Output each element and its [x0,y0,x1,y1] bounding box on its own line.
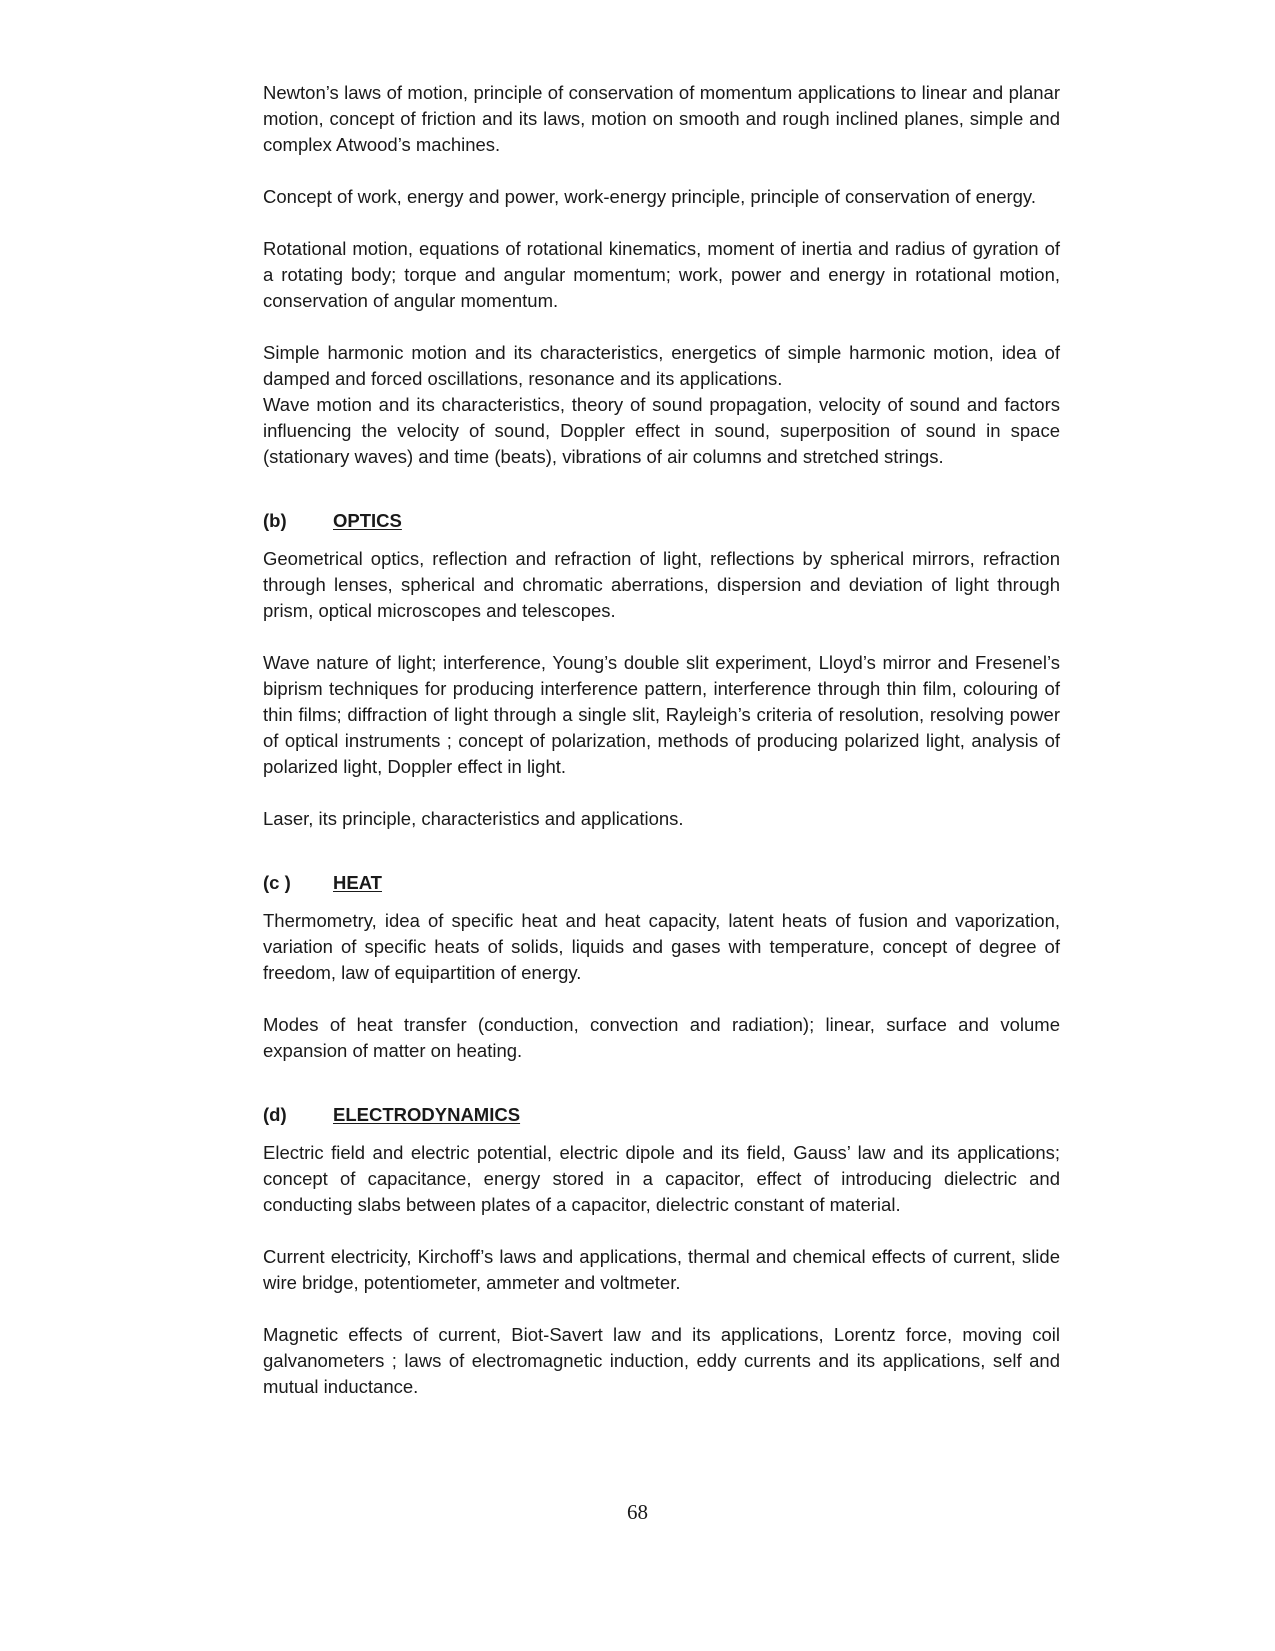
section-title-optics: OPTICS [333,510,402,531]
mechanics-paragraph-1: Newton’s laws of motion, principle of conservation of momentum applications to linear and planar motion, concept of friction and its laws, motion on smooth and rough inclined planes, simple and complex Atwood’s machines. [263,82,1060,155]
document-body [263,80,1060,1400]
section-heading-optics [263,508,1060,534]
electrodynamics-paragraph-3: Magnetic effects of current, Biot-Savert law and its applications, Lorentz force, moving coil galvanometers ; laws of electromagnetic induction, eddy currents and its applications, self and mutual inductance. [263,1324,1060,1397]
mechanics-paragraph-4: Simple harmonic motion and its characteristics, energetics of simple harmonic motion, idea of damped and forced oscillations, resonance and its applications. [263,342,1060,389]
mechanics-paragraph-3: Rotational motion, equations of rotational kinematics, moment of inertia and radius of gyration of a rotating body; torque and angular momentum; work, power and energy in rotational motion, conservation of angular momentum. [263,238,1060,311]
section-title-heat: HEAT [333,872,382,893]
mechanics-paragraph-2: Concept of work, energy and power, work-energy principle, principle of conservation of energy. [263,186,1036,207]
optics-paragraph-2: Wave nature of light; interference, Young’s double slit experiment, Lloyd’s mirror and Fresenel’s biprism techniques for producing interference pattern, interference through thin film, colouring of thin films; diffraction of light through a single slit, Rayleigh’s criteria of resolution, resolving power of optical instruments ; concept of polarization, methods of producing polarized light, analysis of polarized light, Doppler effect in light. [263,652,1060,777]
heat-paragraph-1: Thermometry, idea of specific heat and heat capacity, latent heats of fusion and vaporization, variation of specific heats of solids, liquids and gases with temperature, concept of degree of freedom, law of equipartition of energy. [263,910,1060,983]
electrodynamics-paragraph-1: Electric field and electric potential, electric dipole and its field, Gauss’ law and its applications; concept of capacitance, energy stored in a capacitor, effect of introducing dielectric and conducting slabs between plates of a capacitor, dielectric constant of material. [263,1142,1060,1215]
section-heading-heat [263,870,1060,896]
electrodynamics-paragraph-2: Current electricity, Kirchoff’s laws and applications, thermal and chemical effects of current, slide wire bridge, potentiometer, ammeter and voltmeter. [263,1246,1060,1293]
optics-paragraph-1: Geometrical optics, reflection and refraction of light, reflections by spherical mirrors, refraction through lenses, spherical and chromatic aberrations, dispersion and deviation of light through prism, optical microscopes and telescopes. [263,548,1060,621]
heat-paragraph-2: Modes of heat transfer (conduction, convection and radiation); linear, surface and volume expansion of matter on heating. [263,1014,1060,1061]
section-label-heat: (c ) [263,872,291,893]
mechanics-paragraph-5: Wave motion and its characteristics, theory of sound propagation, velocity of sound and factors influencing the velocity of sound, Doppler effect in sound, superposition of sound in space (stationary waves) and time (beats), vibrations of air columns and stretched strings. [263,394,1060,467]
section-title-electrodynamics: ELECTRODYNAMICS [333,1104,521,1125]
section-label-electrodynamics: (d) [263,1104,287,1125]
page-number: 68 [627,1500,648,1524]
section-label-optics: (b) [263,510,287,531]
optics-paragraph-3: Laser, its principle, characteristics and applications. [263,808,684,829]
section-heading-electrodynamics [263,1102,1060,1128]
